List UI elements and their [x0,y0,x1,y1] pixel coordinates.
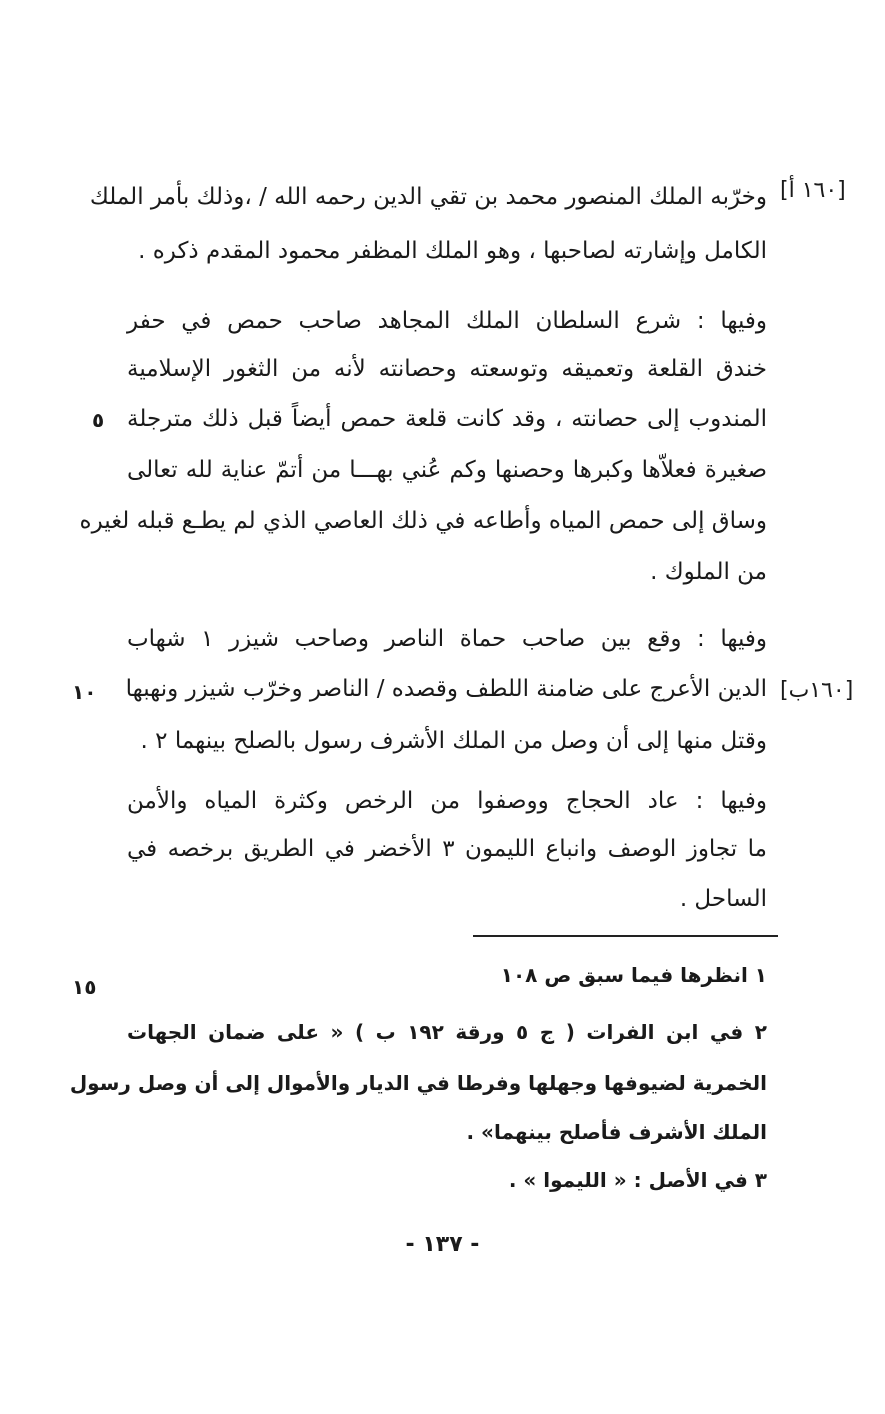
page-number: - ١٣٧ - [405,1232,480,1257]
footnote-separator [473,935,778,937]
footnote-line: ٢ في ابن الفرات ( ج ٥ ورقة ١٩٢ ب ) « على ضمان الجهات [127,1020,767,1044]
body-line: وقتل منها إلى أن وصل من الملك الأشرف رسول بالصلح بينهما ٢ . [140,728,767,754]
body-line: من الملوك . [650,559,767,585]
body-line: وخرّبه الملك المنصور محمد بن تقي الدين رحمه الله / ،وذلك بأمر الملك [89,184,767,210]
body-line: صغيرة فعلاّها وكبرها وحصنها وكم عُني بهـــا من أتمّ عناية لله تعالى [127,457,767,483]
body-line: وفيها : عاد الحجاج ووصفوا من الرخص وكثرة المياه والأمن [127,788,767,814]
folio-marker-160a: [١٦٠ أ] [780,178,846,203]
body-line: خندق القلعة وتعميقه وتوسعته وحصانته لأنه من الثغور الإسلامية [127,356,767,382]
footnote-line: الخمرية لضيوفها وجهلها وفرطا في الديار والأموال إلى أن وصل رسول [69,1071,767,1095]
footnote-line: الملك الأشرف فأصلح بينهما» . [466,1120,767,1144]
line-number-10: ١٠ [72,680,97,704]
footnote-line: ١ انظرها فيما سبق ص ١٠٨ [500,963,767,987]
line-number-5: ٥ [92,408,105,432]
body-line: المندوب إلى حصانته ، وقد كانت قلعة حمص أيضاً قبل ذلك مترجلة [127,406,767,432]
body-line: وفيها : شرع السلطان الملك المجاهد صاحب حمص في حفر [127,308,767,334]
folio-marker-160b: [١٦٠ب] [780,678,854,703]
body-line: وساق إلى حمص المياه وأطاعه في ذلك العاصي الذي لم يطـع قبله لغيره [79,508,767,534]
line-number-15: ١٥ [72,975,97,999]
body-line: الدين الأعرج على ضامنة اللطف وقصده / الناصر وخرّب شيزر ونهبها [125,676,767,702]
body-line: ما تجاوز الوصف وانباع الليمون ٣ الأخضر في الطريق برخصه في [127,836,767,862]
footnote-line: ٣ في الأصل : « الليموا » . [508,1168,767,1192]
body-line: الكامل وإشارته لصاحبها ، وهو الملك المظفر محمود المقدم ذكره . [138,238,767,264]
body-line: وفيها : وقع بين صاحب حماة الناصر وصاحب شيزر ١ شهاب [127,626,767,652]
body-line: الساحل . [679,886,767,912]
